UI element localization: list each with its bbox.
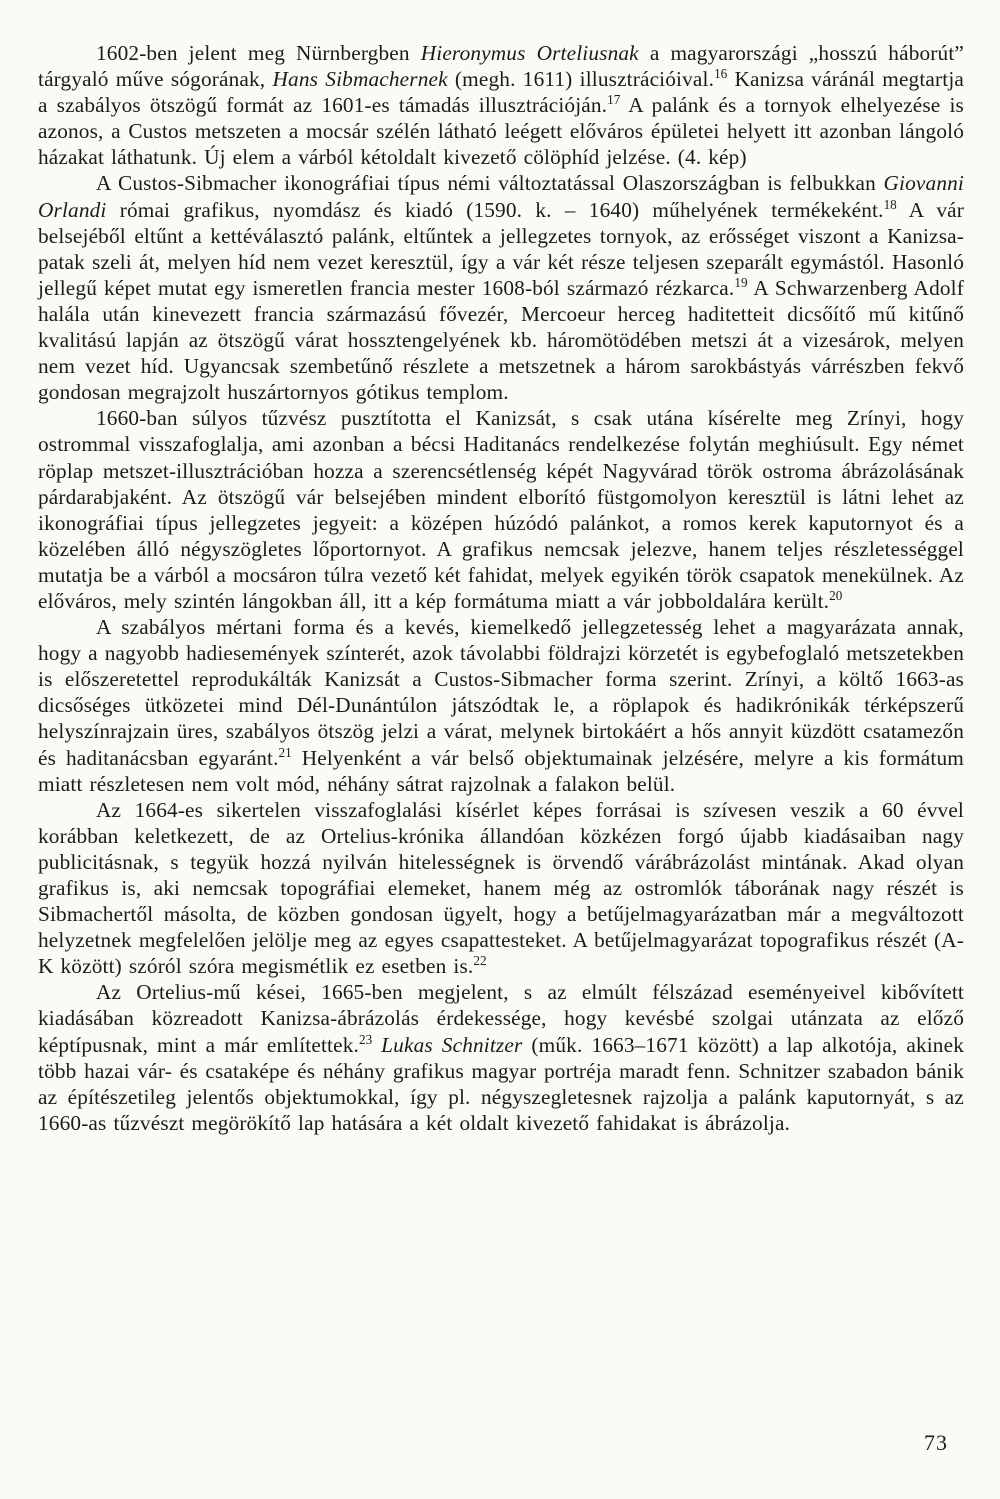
- paragraph: [38, 170, 964, 405]
- footnote-marker: 17: [607, 92, 621, 108]
- text-run: Helyenként a vár belső objektumainak jelzésére, melyre a kis formátum miatt részletesen nem volt mód, néhány sátrat rajzolnak a falakon belül.: [38, 745, 964, 796]
- paragraph: [38, 797, 964, 980]
- footnote-marker: 21: [278, 744, 292, 760]
- text-run: [372, 1033, 381, 1057]
- italic-name: Hans Sibmachernek: [272, 67, 448, 92]
- text-run: római grafikus, nyomdász és kiadó (1590. k. – 1640) műhelyének termékeként.: [106, 197, 884, 222]
- text-run: (műk. 1663–1671 között) a lap alkotója, akinek több hazai vár- és csataképe és néhány grafikus magyar portréja maradt fenn. Schnitzer szabadon bánik az építészetileg jelentős objektumokkal, így pl. négyszegletesnek rajzolja a palánk kaputornyát, s az 1660-as tűzvészt megörökítő lap hatására a két oldalt kivezető fahidakat is ábrázolja.: [38, 1032, 965, 1135]
- text-run: Az 1664-es sikertelen visszafoglalási kísérlet képes forrásai is szívesen veszik a 60 évvel korábban keletkezett, de az Ortelius-krónika állandóan közkézen forgó újabb kiadásaiban nagy publicitásnak, s tegyük hozzá nyilván hitelességnek is örvendő várábrázolást mintának. Akad olyan grafikus is, aki nemcsak topográfiai elemeket, hanem még az ostromlók táborának nagy részét is Sibmachertől másolta, de közben gondosan ügyelt, hogy a betűjelmagyarázatban már a megváltozott helyzetnek megfelelően jelölje meg az egyes csapattesteket. A betűjelmagyarázat topografikus részét (A-K között) szóról szóra megismétlik ez esetben is.: [38, 797, 964, 979]
- paragraph: [38, 979, 964, 1136]
- text-run: 1602-ben jelent meg Nürnbergben: [96, 41, 421, 65]
- paragraph: [38, 614, 964, 797]
- text-block: [38, 40, 964, 1136]
- page-number: 73: [924, 1430, 948, 1455]
- text-run: 1660-ban súlyos tűzvész pusztította el Kanizsát, s csak utána kísérelte meg Zrínyi, hogy ostrommal visszafoglalja, ami azonban a bécsi Haditanács rendelkezése folytán meghiúsult. Egy német röplap metszet-illusztrációban hozza a szerencsétlenség képét Nagyvárad török ostroma ábrázolásának párdarabjaként. Az ötszögű vár belsejében mindent elborító füstgomolyon keresztül is látni lehet az ikonográfiai típus jellegzetes jegyeit: a középen húzódó palánkot, a romos kerek kaputornyot és a közelében álló négyszögletes lőportornyot. A grafikus nemcsak jelezve, hanem teljes részletességgel mutatja be a várból a mocsáron túlra vezető két fahidat, melyek egyikén török csapatok menekülnek. Az előváros, mely szintén lángokban áll, itt a kép formátuma miatt a vár jobboldalára került.: [38, 406, 964, 613]
- text-run: Kanizsa váránál megtartja a szabályos ötszögű formát az 1601-es támadás illusztrációján.: [38, 67, 964, 118]
- italic-name: Giovanni Orlandi: [38, 171, 964, 222]
- text-run: A Custos-Sibmacher ikonográfiai típus némi változtatással Olaszországban is felbukkan: [96, 171, 884, 196]
- italic-name: Hieronymus Orteliusnak: [420, 41, 639, 65]
- footnote-marker: 16: [714, 66, 728, 81]
- footnote-marker: 19: [734, 274, 748, 290]
- text-run: a magyarországi „hosszú háborút” tárgyaló műve sógorának,: [38, 41, 965, 92]
- text-run: A palánk és a tornyok elhelyezése is azonos, a Custos metszeten a mocsár szélén látható leégett előváros épületei helyett itt azonban lángoló házakat láthatunk. Új elem a várból kétoldalt kivezető cölöphíd jelzése. (4. kép): [38, 93, 964, 170]
- italic-name: Lukas Schnitzer: [381, 1032, 523, 1057]
- footnote-marker: 18: [883, 196, 897, 212]
- text-run: (megh. 1611) illusztrációival.: [447, 67, 715, 92]
- text-run: Az Ortelius-mű kései, 1665-ben megjelent, s az elmúlt félszázad eseményeivel kibővített kiadásában közreadott Kanizsa-ábrázolás érdekessége, hogy kevésbé szolgai utánzata az előző képtípusnak, mint a már említettek.: [38, 980, 964, 1057]
- footnote-marker: 23: [358, 1031, 373, 1047]
- paragraph: [38, 405, 964, 614]
- footnote-marker: 22: [473, 953, 487, 969]
- text-run: A vár belsejéből eltűnt a kettéválasztó palánk, eltűntek a jellegzetes tornyok, az erősséget viszont a Kanizsa-patak szeli át, melyen híd nem vezet keresztül, így a vár két része teljesen szeparált egymástól. Hasonló jellegű képet mutat egy ismeretlen francia mester 1608-ból származó rézkarca.: [38, 197, 964, 300]
- footnote-marker: 20: [829, 587, 843, 603]
- text-run: A szabályos mértani forma és a kevés, kiemelkedő jellegzetesség lehet a magyarázata annak, hogy a nagyobb hadiesemények színterét, azok távolabbi földrajzi körzetét is egybefoglaló metszetekben is előszeretettel reprodukálták Kanizsát a Custos-Sibmacher forma szerint. Zrínyi, a költő 1663-as dicsőséges ütközetei mind Dél-Dunántúlon játszódtak le, a röplapok és hadikrónikák térképszerű helyszínrajzain üres, szabályos ötszög jelzi a várat, melynek birtokáért a hős annyit küzdött csatamezőn és haditanácsban egyaránt.: [38, 615, 964, 770]
- text-run: A Schwarzenberg Adolf halála után kinevezett francia származású fővezér, Mercoeur herceg haditetteit dicsőítő mű kitűnő kvalitású lapján az ötszögű várat hossztengelyének kb. háromötödében metszi át a vizesárok, melyen nem vezet híd. Ugyancsak szembetűnő részlete a metszetnek a három sarokbástyás várrészben fekvő gondosan megrajzolt huszártornyos gótikus templom.: [38, 275, 964, 405]
- paragraph: [38, 40, 964, 170]
